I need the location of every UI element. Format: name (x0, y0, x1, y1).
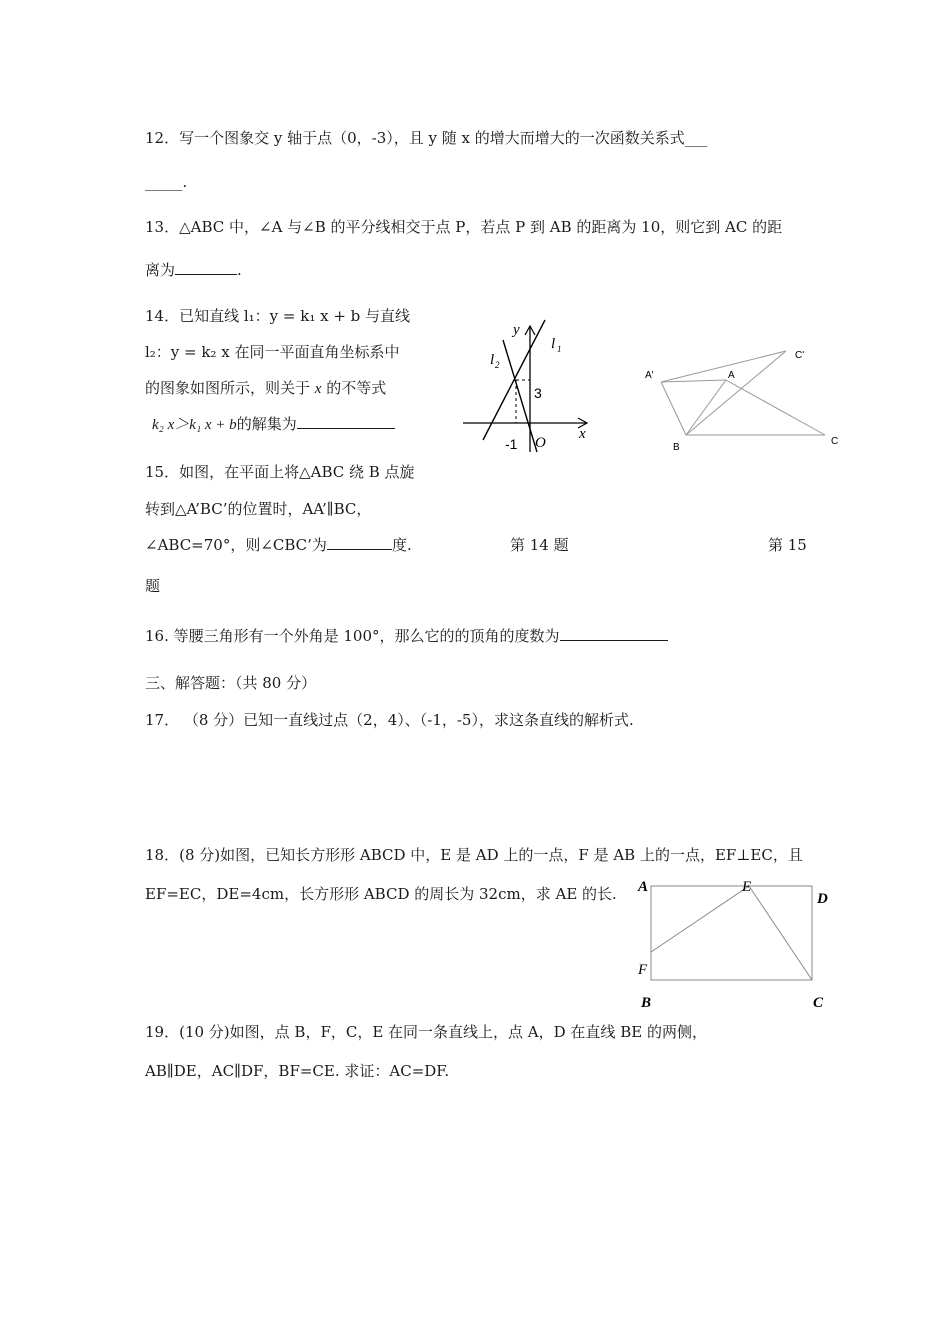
q15-line3 (145, 535, 412, 555)
q19-line2: AB∥DE，AC∥DF，BF=CE. 求证：AC=DF. (145, 1062, 450, 1080)
q13-prefix: 离为 (145, 261, 176, 279)
fig15-caption-part2: 题 (145, 577, 161, 595)
label-b: B (641, 995, 652, 1011)
label-f: F (638, 962, 648, 978)
q14-line2: l₂：y = k₂ x 在同一平面直角坐标系中 (145, 343, 400, 361)
label-c: C (831, 436, 839, 447)
q15-line2: 转到△A’BC’的位置时，AA’∥BC， (145, 500, 372, 518)
q16-answer-blank[interactable] (560, 626, 668, 641)
fig14-caption: 第 14 题 (510, 536, 569, 554)
segment-ef (651, 886, 749, 952)
q18-line1: 18．(8 分)如图，已知长方形形 ABCD 中，E 是 AD 上的一点，F 是 AB 上的一点，EF⊥EC，且 (145, 846, 803, 864)
q13-line2 (145, 260, 242, 280)
q13-answer-blank[interactable] (175, 260, 237, 275)
label-origin: O (535, 435, 546, 451)
q14-line4 (152, 414, 395, 435)
rectangle-abcd (651, 886, 812, 980)
label-l1-sub: 1 (557, 344, 562, 354)
segment-a-c (726, 380, 825, 435)
q16-text: 16. 等腰三角形有一个外角是 100°，那么它的的顶角的度数为 (145, 627, 560, 645)
q14-line3-var: x (314, 381, 322, 397)
q15-line3-pre: ∠ABC=70°，则∠CBC’为 (145, 536, 327, 554)
segment-ec (749, 886, 812, 980)
q14-answer-blank[interactable] (297, 414, 395, 429)
q15-line1: 15．如图，在平面上将△ABC 绕 B 点旋 (145, 463, 415, 481)
q13-line1: 13．△ABC 中，∠A 与∠B 的平分线相交于点 P，若点 P 到 AB 的距离为 10，则它到 AC 的距 (145, 218, 783, 236)
figure-15-rotation (640, 340, 845, 460)
label-l1: l (551, 336, 556, 352)
q19-line1: 19．(10 分)如图，点 B，F，C，E 在同一条直线上，点 A，D 在直线 BE 的两侧， (145, 1023, 707, 1041)
q14-line3-pre: 的图象如图所示，则关于 (145, 379, 315, 397)
segment-a-prime-a (661, 380, 726, 382)
label-a: A (638, 879, 649, 895)
label-c-prime: C' (795, 350, 805, 361)
label-x: x (579, 426, 586, 442)
q12-line1: 12．写一个图象交 y 轴于点（0，-3），且 y 随 x 的增大而增大的一次函数关系式___ (145, 129, 708, 147)
label-3: 3 (534, 385, 542, 401)
label-d: D (817, 891, 828, 907)
label-y: y (513, 322, 520, 338)
section-3-title: 三、解答题：（共 80 分） (145, 674, 317, 692)
q13-suffix: . (237, 261, 242, 279)
label-a-prime: A' (645, 370, 654, 381)
q12-line2: _____. (145, 173, 188, 191)
q14-line3 (145, 378, 386, 399)
label-c: C (813, 995, 824, 1011)
q14-line1: 14．已知直线 l₁：y = k₁ x + b 与直线 (145, 307, 411, 325)
q14-line4-post: 的解集为 (236, 415, 297, 433)
label-a: A (728, 370, 735, 381)
q15-answer-blank[interactable] (327, 535, 392, 550)
label-b: B (673, 442, 680, 453)
q16-line (145, 626, 668, 646)
q14-line3-post: 的不等式 (321, 379, 387, 397)
segment-b-a (686, 380, 726, 435)
segment-a-prime-b (661, 382, 686, 435)
label-e: E (742, 879, 752, 895)
figure-14-graph (455, 312, 605, 462)
label-l2: l (490, 352, 495, 368)
q15-line3-post: 度. (391, 536, 412, 554)
label-l2-sub: 2 (495, 360, 500, 370)
label-neg1: -1 (505, 436, 518, 452)
line-l1 (483, 320, 545, 440)
figure-18-rectangle (632, 870, 842, 1015)
q17-line: 17． （8 分）已知一直线过点（2，4）、（-1，-5），求这条直线的解析式. (145, 711, 634, 729)
fig15-caption-part1: 第 15 (768, 536, 807, 554)
q18-line2: EF=EC，DE=4cm，长方形形 ABCD 的周长为 32cm，求 AE 的长. (145, 885, 617, 903)
q14-inequality: k₂ x＞k₁ x + b (152, 417, 237, 433)
